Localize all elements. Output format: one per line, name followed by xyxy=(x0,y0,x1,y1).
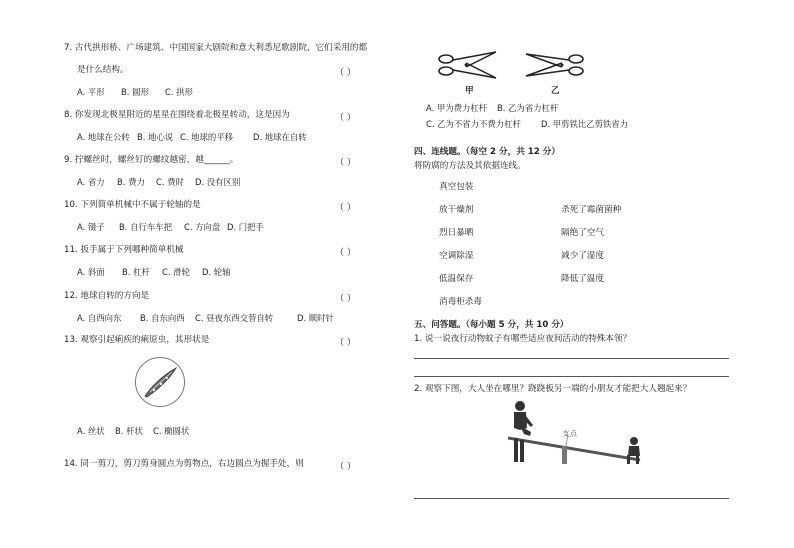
q13-option-c[interactable]: C. 椭圆状 xyxy=(153,426,190,436)
q7-line1: 7. 古代拱形桥、广场建筑、中国国家大剧院和意大利悉尼歌剧院，它们采用的都 xyxy=(64,43,368,53)
scissors-label-jia: 甲 xyxy=(465,86,474,96)
answer-line[interactable] xyxy=(414,376,729,377)
q7-option-b[interactable]: B. 圆形 xyxy=(121,87,149,97)
scissors-yi-image xyxy=(524,50,586,80)
match-left-item[interactable]: 消毒柜杀毒 xyxy=(439,297,482,307)
q9-option-b[interactable]: B. 费力 xyxy=(117,177,145,187)
q11-option-c[interactable]: C. 滑轮 xyxy=(162,267,190,277)
q12-option-d[interactable]: D. 顺时针 xyxy=(297,313,334,323)
match-left-item[interactable]: 低温保存 xyxy=(439,274,474,284)
q7-line2: 是什么结构。 xyxy=(77,65,129,75)
q10-option-b[interactable]: B. 自行车车把 xyxy=(119,222,172,232)
match-right-item[interactable]: 减少了湿度 xyxy=(561,251,604,261)
q14-answer-paren[interactable]: （ ） xyxy=(335,462,356,472)
qa-question-2: 2. 观察下图，大人坐在哪里？跷跷板另一端的小朋友才能把大人翘起来？ xyxy=(414,384,692,394)
match-right-item[interactable]: 降低了温度 xyxy=(561,274,604,284)
q11-line1: 11. 扳手属于下列哪种简单机械 xyxy=(64,245,184,255)
q8-line1: 8. 你发现北极星附近的星星在围绕着北极星转动，这是因为 xyxy=(64,110,290,120)
q12-option-b[interactable]: B. 自东向西 xyxy=(140,313,185,323)
q13-answer-paren[interactable]: （ ） xyxy=(335,338,356,348)
match-left-item[interactable]: 空调除湿 xyxy=(439,251,474,261)
section4-instruction: 将防腐的方法及其依据连线。 xyxy=(414,161,526,171)
protozoa-image xyxy=(134,356,186,408)
q8-option-d[interactable]: D. 地球在自转 xyxy=(253,132,307,142)
q11-answer-paren[interactable]: （ ） xyxy=(335,248,356,258)
q7-answer-paren[interactable]: （ ） xyxy=(335,68,356,78)
q10-option-a[interactable]: A. 镊子 xyxy=(77,222,105,232)
match-right-item[interactable]: 隔绝了空气 xyxy=(561,228,604,238)
q12-line1: 12. 地球自转的方向是 xyxy=(64,291,150,301)
q14-line1: 14. 同一剪刀，剪刀剪身圆点为剪物点，右边圆点为握手处，则 xyxy=(64,459,304,469)
match-right-item[interactable]: 杀死了霉菌菌种 xyxy=(561,205,622,215)
q8-option-b[interactable]: B. 地心说 xyxy=(137,132,174,142)
q10-option-d[interactable]: D. 门把手 xyxy=(227,222,264,232)
q10-line1: 10. 下列简单机械中不属于轮轴的是 xyxy=(64,200,201,210)
match-left-item[interactable]: 真空包装 xyxy=(439,182,474,192)
answer-line[interactable] xyxy=(414,498,729,499)
q14-option-a[interactable]: A. 甲为费力杠杆 xyxy=(426,103,488,113)
q9-option-d[interactable]: D. 没有区别 xyxy=(195,177,241,187)
match-left-item[interactable]: 烈日暴晒 xyxy=(439,228,474,238)
q11-option-d[interactable]: D. 轮轴 xyxy=(202,267,231,277)
q13-option-a[interactable]: A. 丝状 xyxy=(77,426,105,436)
qa-question-1: 1. 说一说夜行动物蚊子有哪些适应夜间活动的特殊本领？ xyxy=(414,334,632,344)
q12-option-a[interactable]: A. 自西向东 xyxy=(77,313,122,323)
q12-answer-paren[interactable]: （ ） xyxy=(335,294,356,304)
q9-answer-paren[interactable]: （ ） xyxy=(335,158,356,168)
q9-option-a[interactable]: A. 省力 xyxy=(77,177,105,187)
q10-option-c[interactable]: C. 方向盘 xyxy=(184,222,221,232)
q14-option-b[interactable]: B. 乙为省力杠杆 xyxy=(497,103,559,113)
q11-option-a[interactable]: A. 斜面 xyxy=(77,267,105,277)
q14-option-d[interactable]: D. 甲剪铁比乙剪铁省力 xyxy=(541,119,629,129)
q7-option-a[interactable]: A. 平形 xyxy=(77,87,105,97)
section4-title: 四、连线题。（每空 2 分，共 12 分） xyxy=(414,147,560,157)
q13-option-b[interactable]: B. 杆状 xyxy=(115,426,143,436)
q8-option-a[interactable]: A. 地球在公转 xyxy=(77,132,130,142)
q8-option-c[interactable]: C. 地球的平移 xyxy=(180,132,234,142)
q10-answer-paren[interactable]: （ ） xyxy=(335,203,356,213)
q8-answer-paren[interactable]: （ ） xyxy=(335,113,356,123)
section5-title: 五、问答题。（每小题 5 分，共 10 分） xyxy=(414,320,569,330)
q12-option-c[interactable]: C. 昼夜东西交替自转 xyxy=(195,313,274,323)
q13-line1: 13. 观察引起痢疾的痢原虫，其形状是 xyxy=(64,335,210,345)
scissors-label-yi: 乙 xyxy=(551,86,560,96)
q11-option-b[interactable]: B. 杠杆 xyxy=(122,267,150,277)
answer-line[interactable] xyxy=(414,358,729,359)
q9-line1: 9. 拧螺丝时，螺丝钉的螺纹越密，越______。 xyxy=(64,155,239,165)
fulcrum-label: 支点 xyxy=(562,429,577,438)
scissors-jia-image xyxy=(436,50,498,80)
q14-option-c[interactable]: C. 乙为不省力不费力杠杆 xyxy=(426,119,521,129)
match-left-item[interactable]: 放干燥剂 xyxy=(439,205,474,215)
q7-option-c[interactable]: C. 拱形 xyxy=(165,87,193,97)
q9-option-c[interactable]: C. 费时 xyxy=(156,177,184,187)
